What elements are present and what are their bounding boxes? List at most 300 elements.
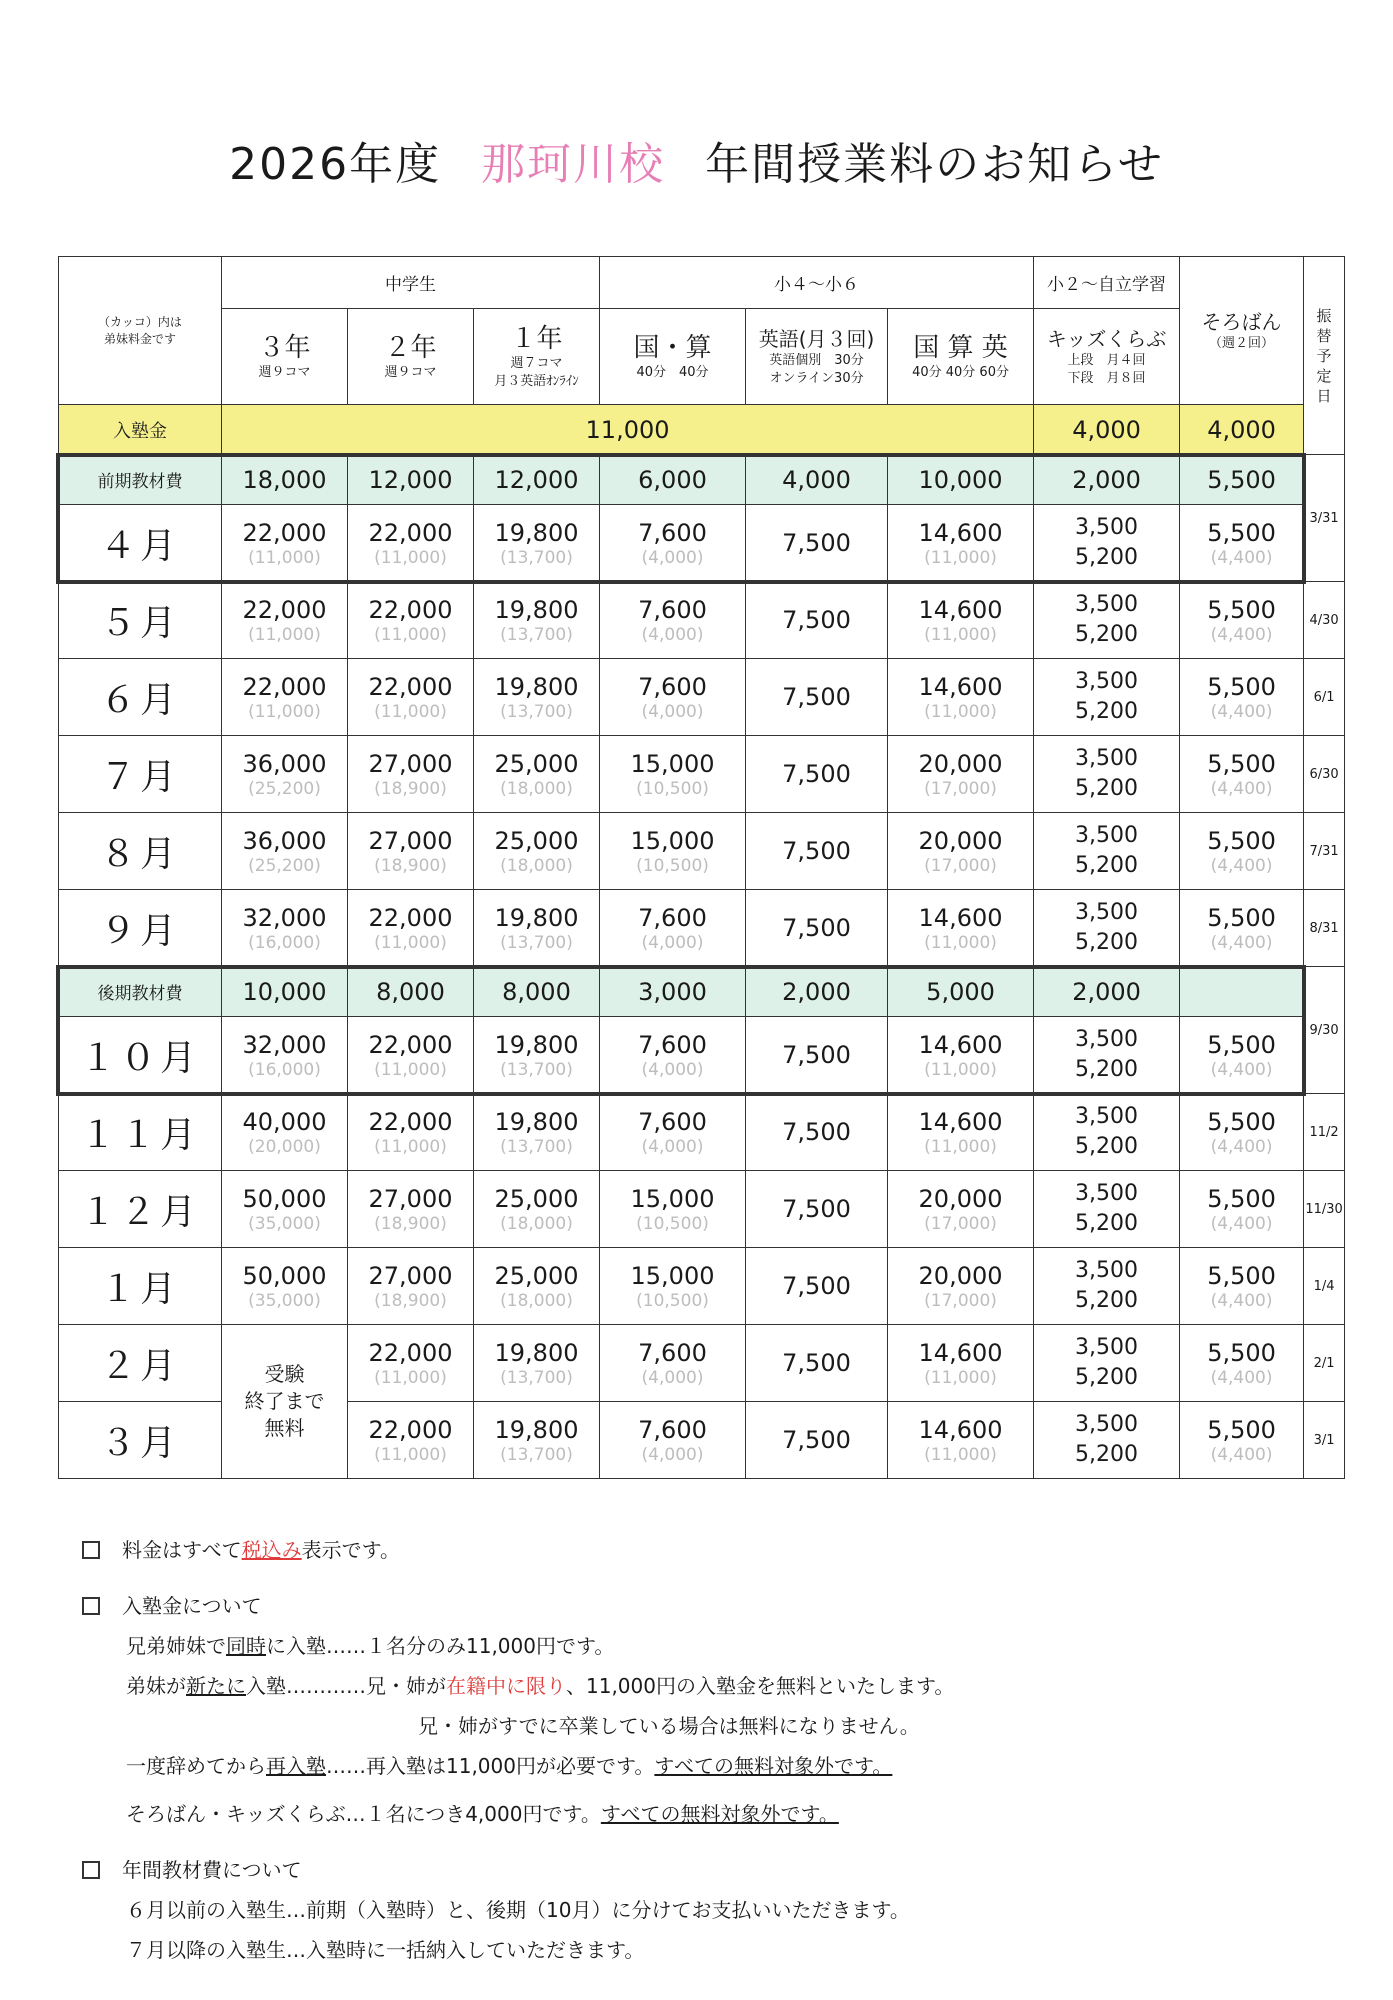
material-fee: 4,000 <box>746 455 888 505</box>
material-fee: 2,000 <box>746 967 888 1017</box>
first_materials-row <box>59 455 1345 505</box>
fee-cell <box>474 659 600 736</box>
note-entry-line-4: 一度辞めてから再入塾……再入塾は11,000円が必要です。すべての無料対象外です。 <box>126 1754 893 1778</box>
fee-amount: 19,800 <box>494 1108 579 1136</box>
column-header-title: キッズくらぶ <box>1046 326 1167 351</box>
fee-amount: 22,000 <box>242 673 327 701</box>
column-header-title: 英語(月３回) <box>758 326 875 351</box>
month-label: ３月 <box>59 1402 222 1479</box>
month-row <box>59 736 1345 813</box>
soroban-label: そろばん <box>1201 309 1282 334</box>
title-school-name: 那珂川校 <box>481 139 666 190</box>
fee-amount: 15,000 <box>630 750 715 778</box>
column-header-title: ３年 <box>258 332 311 363</box>
fee-cell <box>474 1402 600 1479</box>
fee-cell <box>600 813 746 890</box>
note-entry-line-1: 兄弟姉妹で同時に入塾……１名分のみ11,000円です。 <box>126 1634 615 1658</box>
entry-fee-kids: 4,000 <box>1034 405 1180 455</box>
fee-amount: 15,000 <box>630 827 715 855</box>
fee-cell <box>348 1171 474 1248</box>
note-entry-line-2: 弟妹が新たに入塾…………兄・姉が在籍中に限り、11,000円の入塾金を無料といたします。 <box>126 1674 955 1698</box>
fee-amount: 36,000 <box>242 750 327 778</box>
fee-amount: 5,500 <box>1207 596 1276 624</box>
fee-4x: 3,500 <box>1075 1258 1139 1283</box>
fee-cell <box>474 1248 600 1325</box>
fee-cell <box>474 1017 600 1094</box>
fee-cell <box>348 1017 474 1094</box>
sibling-fee: (16,000) <box>248 933 321 953</box>
material-fee: 8,000 <box>474 967 600 1017</box>
fee-amount: 22,000 <box>368 596 453 624</box>
column-header-note: 40分 40分 60分 <box>912 364 1009 380</box>
material-fee: 2,000 <box>1034 967 1180 1017</box>
fee-cell <box>1034 1402 1180 1479</box>
sibling-fee: (18,000) <box>500 779 573 799</box>
fee-cell <box>1034 1094 1180 1171</box>
fee-cell <box>1034 813 1180 890</box>
fee-cell <box>1034 1248 1180 1325</box>
fee-cell <box>888 1248 1034 1325</box>
entry-fee-label: 入塾金 <box>59 405 222 455</box>
month-row <box>59 1094 1345 1171</box>
sibling-fee: (11,000) <box>248 548 321 568</box>
sibling-fee: (10,500) <box>636 1214 709 1234</box>
fee-amount: 7,500 <box>782 1041 851 1069</box>
column-header <box>1034 309 1180 405</box>
fee-cell <box>1034 1325 1180 1402</box>
fee-amount: 7,500 <box>782 1118 851 1146</box>
column-header <box>746 309 888 405</box>
fee-amount: 50,000 <box>242 1185 327 1213</box>
first_materials-label: 前期教材費 <box>59 455 222 505</box>
sibling-fee: (18,000) <box>500 856 573 876</box>
fee-cell <box>1034 582 1180 659</box>
sibling-fee: (11,000) <box>374 702 447 722</box>
fee-4x: 3,500 <box>1075 1027 1139 1052</box>
sibling-fee: (4,400) <box>1210 702 1273 722</box>
note-materials-title: 年間教材費について <box>122 1858 302 1882</box>
fee-cell <box>222 1248 348 1325</box>
sibling-fee: (4,400) <box>1210 1445 1273 1465</box>
fee-amount: 5,500 <box>1207 827 1276 855</box>
fee-amount: 27,000 <box>368 1262 453 1290</box>
fee-cell <box>888 1402 1034 1479</box>
column-header-title: 国・算 <box>633 332 712 363</box>
fee-cell <box>1034 1017 1180 1094</box>
title-subject: 年間授業料のお知らせ <box>705 139 1164 190</box>
exam-free-cell <box>222 1325 348 1479</box>
sibling-fee: (4,400) <box>1210 1368 1273 1388</box>
checkbox-icon <box>82 1861 100 1879</box>
note-tax <box>82 1530 1322 1570</box>
sibling-fee: (4,400) <box>1210 1060 1273 1080</box>
column-header <box>474 309 600 405</box>
note-tax-text: 料金はすべて <box>122 1538 242 1562</box>
sibling-fee: (4,000) <box>641 548 704 568</box>
column-header-note: 英語個別 30分 オンライン30分 <box>769 352 864 386</box>
fee-cell <box>888 1325 1034 1402</box>
fee-cell <box>1034 890 1180 967</box>
fee-cell <box>1180 505 1304 582</box>
fee-cell <box>1034 659 1180 736</box>
fee-cell <box>474 582 600 659</box>
fee-amount: 5,500 <box>1207 904 1276 932</box>
month-row <box>59 1171 1345 1248</box>
fee-cell <box>746 736 888 813</box>
fee-amount: 7,600 <box>638 904 707 932</box>
fee-amount: 19,800 <box>494 1339 579 1367</box>
sibling-fee: (17,000) <box>924 1291 997 1311</box>
fee-cell <box>1180 1325 1304 1402</box>
sibling-fee: (11,000) <box>374 548 447 568</box>
fee-cell <box>600 659 746 736</box>
fee-cell <box>600 505 746 582</box>
sibling-fee: (4,000) <box>641 625 704 645</box>
reschedule-date: 11/30 <box>1304 1171 1345 1248</box>
sibling-price-note: （カッコ）内は 弟妹料金です <box>98 314 182 346</box>
fee-cell <box>348 1325 474 1402</box>
sibling-fee: (4,000) <box>641 702 704 722</box>
fee-4x: 3,500 <box>1075 515 1139 540</box>
fee-cell <box>600 1325 746 1402</box>
fee-cell <box>1180 890 1304 967</box>
material-fee-empty <box>1180 967 1304 1017</box>
fee-amount: 25,000 <box>494 1262 579 1290</box>
fee-amount: 19,800 <box>494 904 579 932</box>
material-fee: 12,000 <box>348 455 474 505</box>
fee-8x: 5,200 <box>1075 1288 1139 1313</box>
sibling-fee: (17,000) <box>924 1214 997 1234</box>
sibling-fee: (4,000) <box>641 1137 704 1157</box>
column-header-note: 週９コマ <box>258 364 311 380</box>
fee-amount: 7,600 <box>638 1416 707 1444</box>
fee-cell <box>746 1171 888 1248</box>
fee-amount: 19,800 <box>494 1416 579 1444</box>
sibling-fee: (11,000) <box>374 625 447 645</box>
sibling-fee: (18,900) <box>374 1214 447 1234</box>
sibling-fee: (35,000) <box>248 1291 321 1311</box>
fee-8x: 5,200 <box>1075 776 1139 801</box>
fee-amount: 22,000 <box>242 519 327 547</box>
second_materials-row <box>59 967 1345 1017</box>
fee-cell <box>222 659 348 736</box>
month-row <box>59 813 1345 890</box>
sibling-fee: (16,000) <box>248 1060 321 1080</box>
column-header-title: １年 <box>510 323 563 354</box>
column-header <box>888 309 1034 405</box>
month-label: ９月 <box>59 890 222 967</box>
sibling-fee: (11,000) <box>374 1060 447 1080</box>
note-entry-heading <box>82 1586 1322 1626</box>
month-row <box>59 582 1345 659</box>
fee-amount: 5,500 <box>1207 1262 1276 1290</box>
entry-fee-row <box>59 405 1345 455</box>
material-fee: 3,000 <box>600 967 746 1017</box>
month-label: ７月 <box>59 736 222 813</box>
fee-cell <box>348 736 474 813</box>
fee-8x: 5,200 <box>1075 699 1139 724</box>
fee-amount: 32,000 <box>242 904 327 932</box>
sibling-fee: (4,400) <box>1210 779 1273 799</box>
fee-amount: 14,600 <box>918 904 1003 932</box>
note-tax-highlight: 税込み <box>241 1538 302 1562</box>
sibling-fee: (4,000) <box>641 933 704 953</box>
fee-amount: 22,000 <box>368 1416 453 1444</box>
fee-amount: 7,500 <box>782 760 851 788</box>
fee-amount: 7,500 <box>782 606 851 634</box>
fee-amount: 14,600 <box>918 519 1003 547</box>
column-header-note: 週９コマ <box>384 364 437 380</box>
sibling-fee: (13,700) <box>500 548 573 568</box>
fee-cell <box>600 1171 746 1248</box>
fee-amount: 14,600 <box>918 596 1003 624</box>
fee-amount: 25,000 <box>494 827 579 855</box>
material-fee: 18,000 <box>222 455 348 505</box>
fee-amount: 7,600 <box>638 673 707 701</box>
fee-amount: 7,500 <box>782 1272 851 1300</box>
sibling-fee: (4,400) <box>1210 625 1273 645</box>
fee-amount: 40,000 <box>242 1108 327 1136</box>
fee-8x: 5,200 <box>1075 545 1139 570</box>
fee-cell <box>1180 1171 1304 1248</box>
fee-4x: 3,500 <box>1075 746 1139 771</box>
fee-amount: 14,600 <box>918 673 1003 701</box>
fee-cell <box>222 813 348 890</box>
sibling-fee: (25,200) <box>248 779 321 799</box>
material-fee: 10,000 <box>222 967 348 1017</box>
month-label: １２月 <box>59 1171 222 1248</box>
sibling-fee: (18,900) <box>374 856 447 876</box>
fee-cell <box>1180 1017 1304 1094</box>
column-header <box>348 309 474 405</box>
reschedule-date: 7/31 <box>1304 813 1345 890</box>
sibling-fee: (4,400) <box>1210 548 1273 568</box>
fee-amount: 7,600 <box>638 1031 707 1059</box>
sibling-fee: (11,000) <box>924 933 997 953</box>
fee-cell <box>474 1171 600 1248</box>
fee-amount: 20,000 <box>918 1262 1003 1290</box>
sibling-fee: (11,000) <box>374 1137 447 1157</box>
material-fee: 2,000 <box>1034 455 1180 505</box>
fee-amount: 7,500 <box>782 1195 851 1223</box>
fee-cell <box>888 1094 1034 1171</box>
fee-cell <box>348 582 474 659</box>
fee-8x: 5,200 <box>1075 930 1139 955</box>
column-header-note: 週７コマ 月３英語ｵﾝﾗｲﾝ <box>494 355 579 389</box>
month-label: ８月 <box>59 813 222 890</box>
fee-cell <box>1180 1248 1304 1325</box>
fee-4x: 3,500 <box>1075 823 1139 848</box>
sibling-fee: (4,000) <box>641 1368 704 1388</box>
sibling-fee: (10,500) <box>636 779 709 799</box>
group-junior-high: 中学生 <box>222 257 600 309</box>
note-materials-line-1: ６月以前の入塾生…前期（入塾時）と、後期（10月）に分けてお支払いいただきます。 <box>126 1898 910 1922</box>
checkbox-icon <box>82 1541 100 1559</box>
reschedule-date: 3/31 <box>1304 455 1345 582</box>
sibling-fee: (35,000) <box>248 1214 321 1234</box>
month-row <box>59 890 1345 967</box>
fee-cell <box>1034 1171 1180 1248</box>
fee-cell <box>888 1017 1034 1094</box>
fee-cell <box>474 505 600 582</box>
fee-amount: 14,600 <box>918 1108 1003 1136</box>
fee-amount: 32,000 <box>242 1031 327 1059</box>
month-label: ６月 <box>59 659 222 736</box>
fee-4x: 3,500 <box>1075 669 1139 694</box>
fee-amount: 22,000 <box>242 596 327 624</box>
sibling-fee: (11,000) <box>924 1445 997 1465</box>
fee-amount: 7,500 <box>782 1349 851 1377</box>
group-kids: 小２～自立学習 <box>1034 257 1180 309</box>
fee-cell <box>600 582 746 659</box>
sibling-fee: (10,500) <box>636 1291 709 1311</box>
fee-cell <box>222 582 348 659</box>
fee-amount: 25,000 <box>494 750 579 778</box>
fee-4x: 3,500 <box>1075 1412 1139 1437</box>
column-header <box>600 309 746 405</box>
material-fee: 5,000 <box>888 967 1034 1017</box>
material-fee: 6,000 <box>600 455 746 505</box>
sibling-fee: (4,000) <box>641 1060 704 1080</box>
fee-cell <box>888 505 1034 582</box>
material-fee: 12,000 <box>474 455 600 505</box>
fee-amount: 22,000 <box>368 1108 453 1136</box>
fee-cell <box>746 1094 888 1171</box>
fee-cell <box>222 890 348 967</box>
fee-amount: 19,800 <box>494 1031 579 1059</box>
material-fee: 10,000 <box>888 455 1034 505</box>
month-label: ２月 <box>59 1325 222 1402</box>
sibling-fee: (4,400) <box>1210 1137 1273 1157</box>
sibling-fee: (20,000) <box>248 1137 321 1157</box>
reschedule-date: 2/1 <box>1304 1325 1345 1402</box>
sibling-fee: (11,000) <box>924 702 997 722</box>
fee-8x: 5,200 <box>1075 853 1139 878</box>
fee-8x: 5,200 <box>1075 622 1139 647</box>
fee-cell <box>1180 1402 1304 1479</box>
fee-cell <box>600 1094 746 1171</box>
fee-amount: 5,500 <box>1207 1031 1276 1059</box>
fee-amount: 7,600 <box>638 596 707 624</box>
fee-amount: 7,600 <box>638 1108 707 1136</box>
fee-cell <box>222 1094 348 1171</box>
fee-cell <box>474 890 600 967</box>
fee-amount: 19,800 <box>494 673 579 701</box>
sibling-fee: (10,500) <box>636 856 709 876</box>
fee-cell <box>1180 736 1304 813</box>
month-label: ５月 <box>59 582 222 659</box>
fee-8x: 5,200 <box>1075 1134 1139 1159</box>
second_materials-label: 後期教材費 <box>59 967 222 1017</box>
month-row <box>59 505 1345 582</box>
fee-cell <box>222 736 348 813</box>
sibling-fee: (18,000) <box>500 1214 573 1234</box>
fee-cell <box>888 736 1034 813</box>
material-fee: 8,000 <box>348 967 474 1017</box>
fee-amount: 19,800 <box>494 596 579 624</box>
fee-cell <box>600 1248 746 1325</box>
tuition-table <box>58 256 1345 1479</box>
sibling-fee: (13,700) <box>500 933 573 953</box>
exam-free-text: 受験 終了まで 無料 <box>244 1362 325 1440</box>
sibling-fee: (11,000) <box>924 548 997 568</box>
column-header-note: 40分 40分 <box>636 364 709 380</box>
fee-cell <box>348 1248 474 1325</box>
fee-amount: 5,500 <box>1207 1416 1276 1444</box>
sibling-fee: (11,000) <box>924 1137 997 1157</box>
column-header-title: 国 算 英 <box>913 332 1008 363</box>
fee-4x: 3,500 <box>1075 900 1139 925</box>
fee-amount: 20,000 <box>918 827 1003 855</box>
fee-amount: 15,000 <box>630 1185 715 1213</box>
fee-cell <box>348 659 474 736</box>
sibling-fee: (18,900) <box>374 779 447 799</box>
sibling-fee: (4,400) <box>1210 856 1273 876</box>
page-title <box>0 128 1393 192</box>
fee-amount: 14,600 <box>918 1416 1003 1444</box>
fee-cell <box>348 1094 474 1171</box>
fee-amount: 27,000 <box>368 1185 453 1213</box>
fee-amount: 5,500 <box>1207 673 1276 701</box>
reschedule-label: 振替予定日 <box>1316 306 1332 405</box>
fee-cell <box>222 1171 348 1248</box>
sibling-fee: (11,000) <box>248 702 321 722</box>
fee-cell <box>348 1402 474 1479</box>
fee-amount: 7,500 <box>782 837 851 865</box>
fee-cell <box>600 1402 746 1479</box>
fee-cell <box>600 890 746 967</box>
fee-cell <box>746 1325 888 1402</box>
fee-cell <box>348 505 474 582</box>
sibling-fee: (13,700) <box>500 1445 573 1465</box>
reschedule-date: 6/30 <box>1304 736 1345 813</box>
month-label: １月 <box>59 1248 222 1325</box>
sibling-fee: (11,000) <box>248 625 321 645</box>
fee-amount: 7,600 <box>638 519 707 547</box>
fee-amount: 14,600 <box>918 1031 1003 1059</box>
reschedule-date: 8/31 <box>1304 890 1345 967</box>
fee-8x: 5,200 <box>1075 1442 1139 1467</box>
fee-cell <box>222 1017 348 1094</box>
title-year: 2026年度 <box>229 139 442 190</box>
note-tax-text-end: 表示です。 <box>301 1538 401 1562</box>
fee-amount: 20,000 <box>918 1185 1003 1213</box>
soroban-sub-label: （週２回） <box>1209 335 1275 351</box>
fee-amount: 25,000 <box>494 1185 579 1213</box>
fee-cell <box>1180 582 1304 659</box>
fee-amount: 7,500 <box>782 529 851 557</box>
fee-cell <box>1034 505 1180 582</box>
note-materials-heading <box>82 1850 1322 1890</box>
fee-amount: 5,500 <box>1207 519 1276 547</box>
reschedule-date: 11/2 <box>1304 1094 1345 1171</box>
fee-cell <box>888 1171 1034 1248</box>
fee-cell <box>600 1017 746 1094</box>
fee-4x: 3,500 <box>1075 592 1139 617</box>
fee-cell <box>746 1017 888 1094</box>
reschedule-date: 6/1 <box>1304 659 1345 736</box>
month-label: ４月 <box>59 505 222 582</box>
note-entry-line-3: 兄・姉がすでに卒業している場合は無料になりません。 <box>418 1714 920 1738</box>
column-header-title: ２年 <box>384 332 437 363</box>
fee-cell <box>888 890 1034 967</box>
month-row <box>59 1325 1345 1402</box>
sibling-fee: (11,000) <box>374 1445 447 1465</box>
sibling-fee: (11,000) <box>374 1368 447 1388</box>
fee-cell <box>1180 659 1304 736</box>
fee-8x: 5,200 <box>1075 1057 1139 1082</box>
sibling-fee: (18,900) <box>374 1291 447 1311</box>
